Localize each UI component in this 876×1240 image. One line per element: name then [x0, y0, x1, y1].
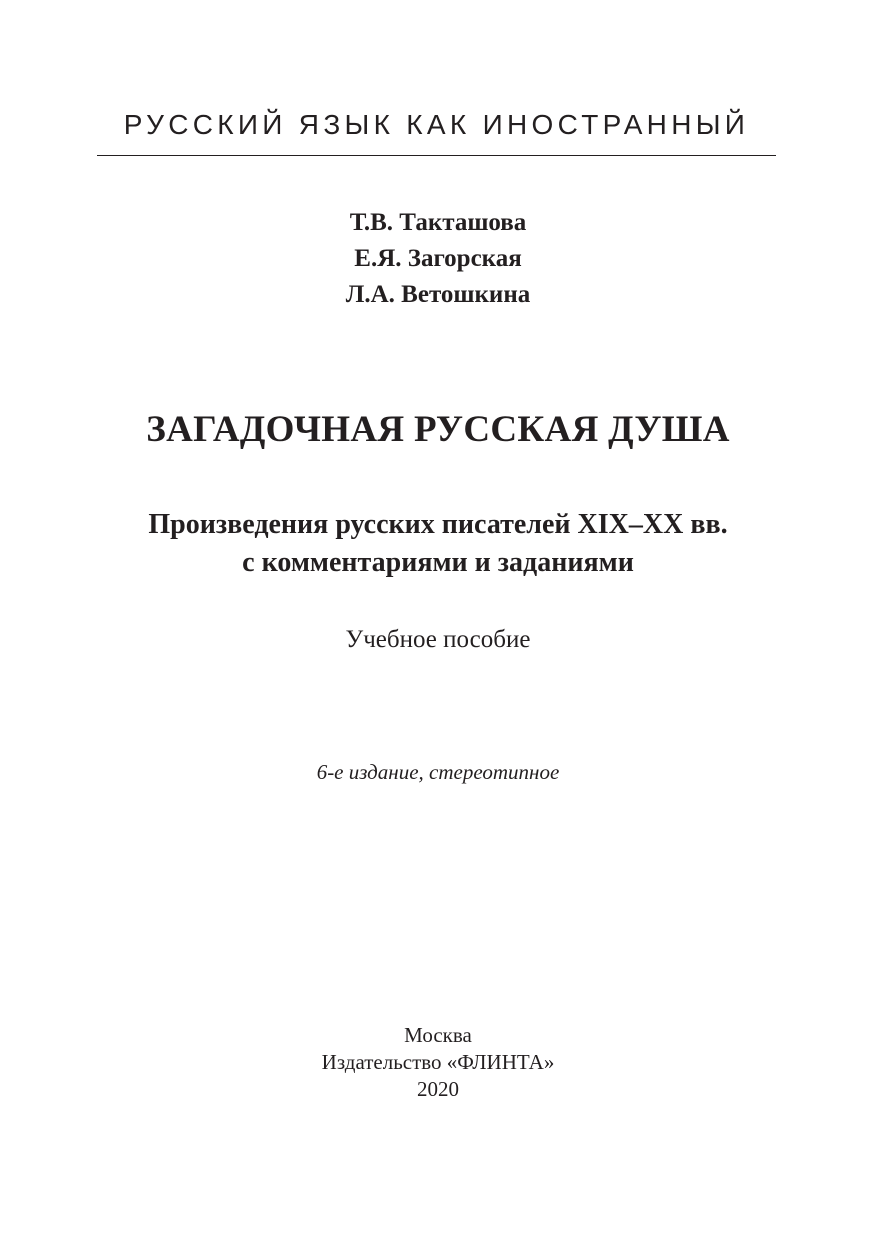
imprint-publisher: Издательство «ФЛИНТА»: [321, 1050, 555, 1074]
book-type: Учебное пособие: [345, 626, 531, 653]
book-subtitle: [0, 506, 876, 582]
author-name: Е.Я. Загорская: [354, 245, 522, 272]
book-title: ЗАГАДОЧНАЯ РУССКАЯ ДУША: [146, 409, 730, 450]
imprint-city: Москва: [404, 1023, 472, 1047]
author-name: Т.В. Такташова: [349, 209, 527, 236]
header-rule: [97, 155, 776, 156]
imprint-block: [0, 1022, 876, 1103]
subtitle-line: с комментариями и заданиями: [242, 547, 634, 578]
subtitle-line: Произведения русских писателей XIX–XX вв.: [148, 509, 728, 540]
author-name: Л.А. Ветошкина: [345, 281, 531, 308]
edition-note: 6-е издание, стереотипное: [316, 760, 560, 784]
imprint-year: 2020: [417, 1077, 459, 1101]
series-heading: РУССКИЙ ЯЗЫК КАК ИНОСТРАННЫЙ: [123, 109, 750, 140]
authors-block: [0, 205, 876, 313]
